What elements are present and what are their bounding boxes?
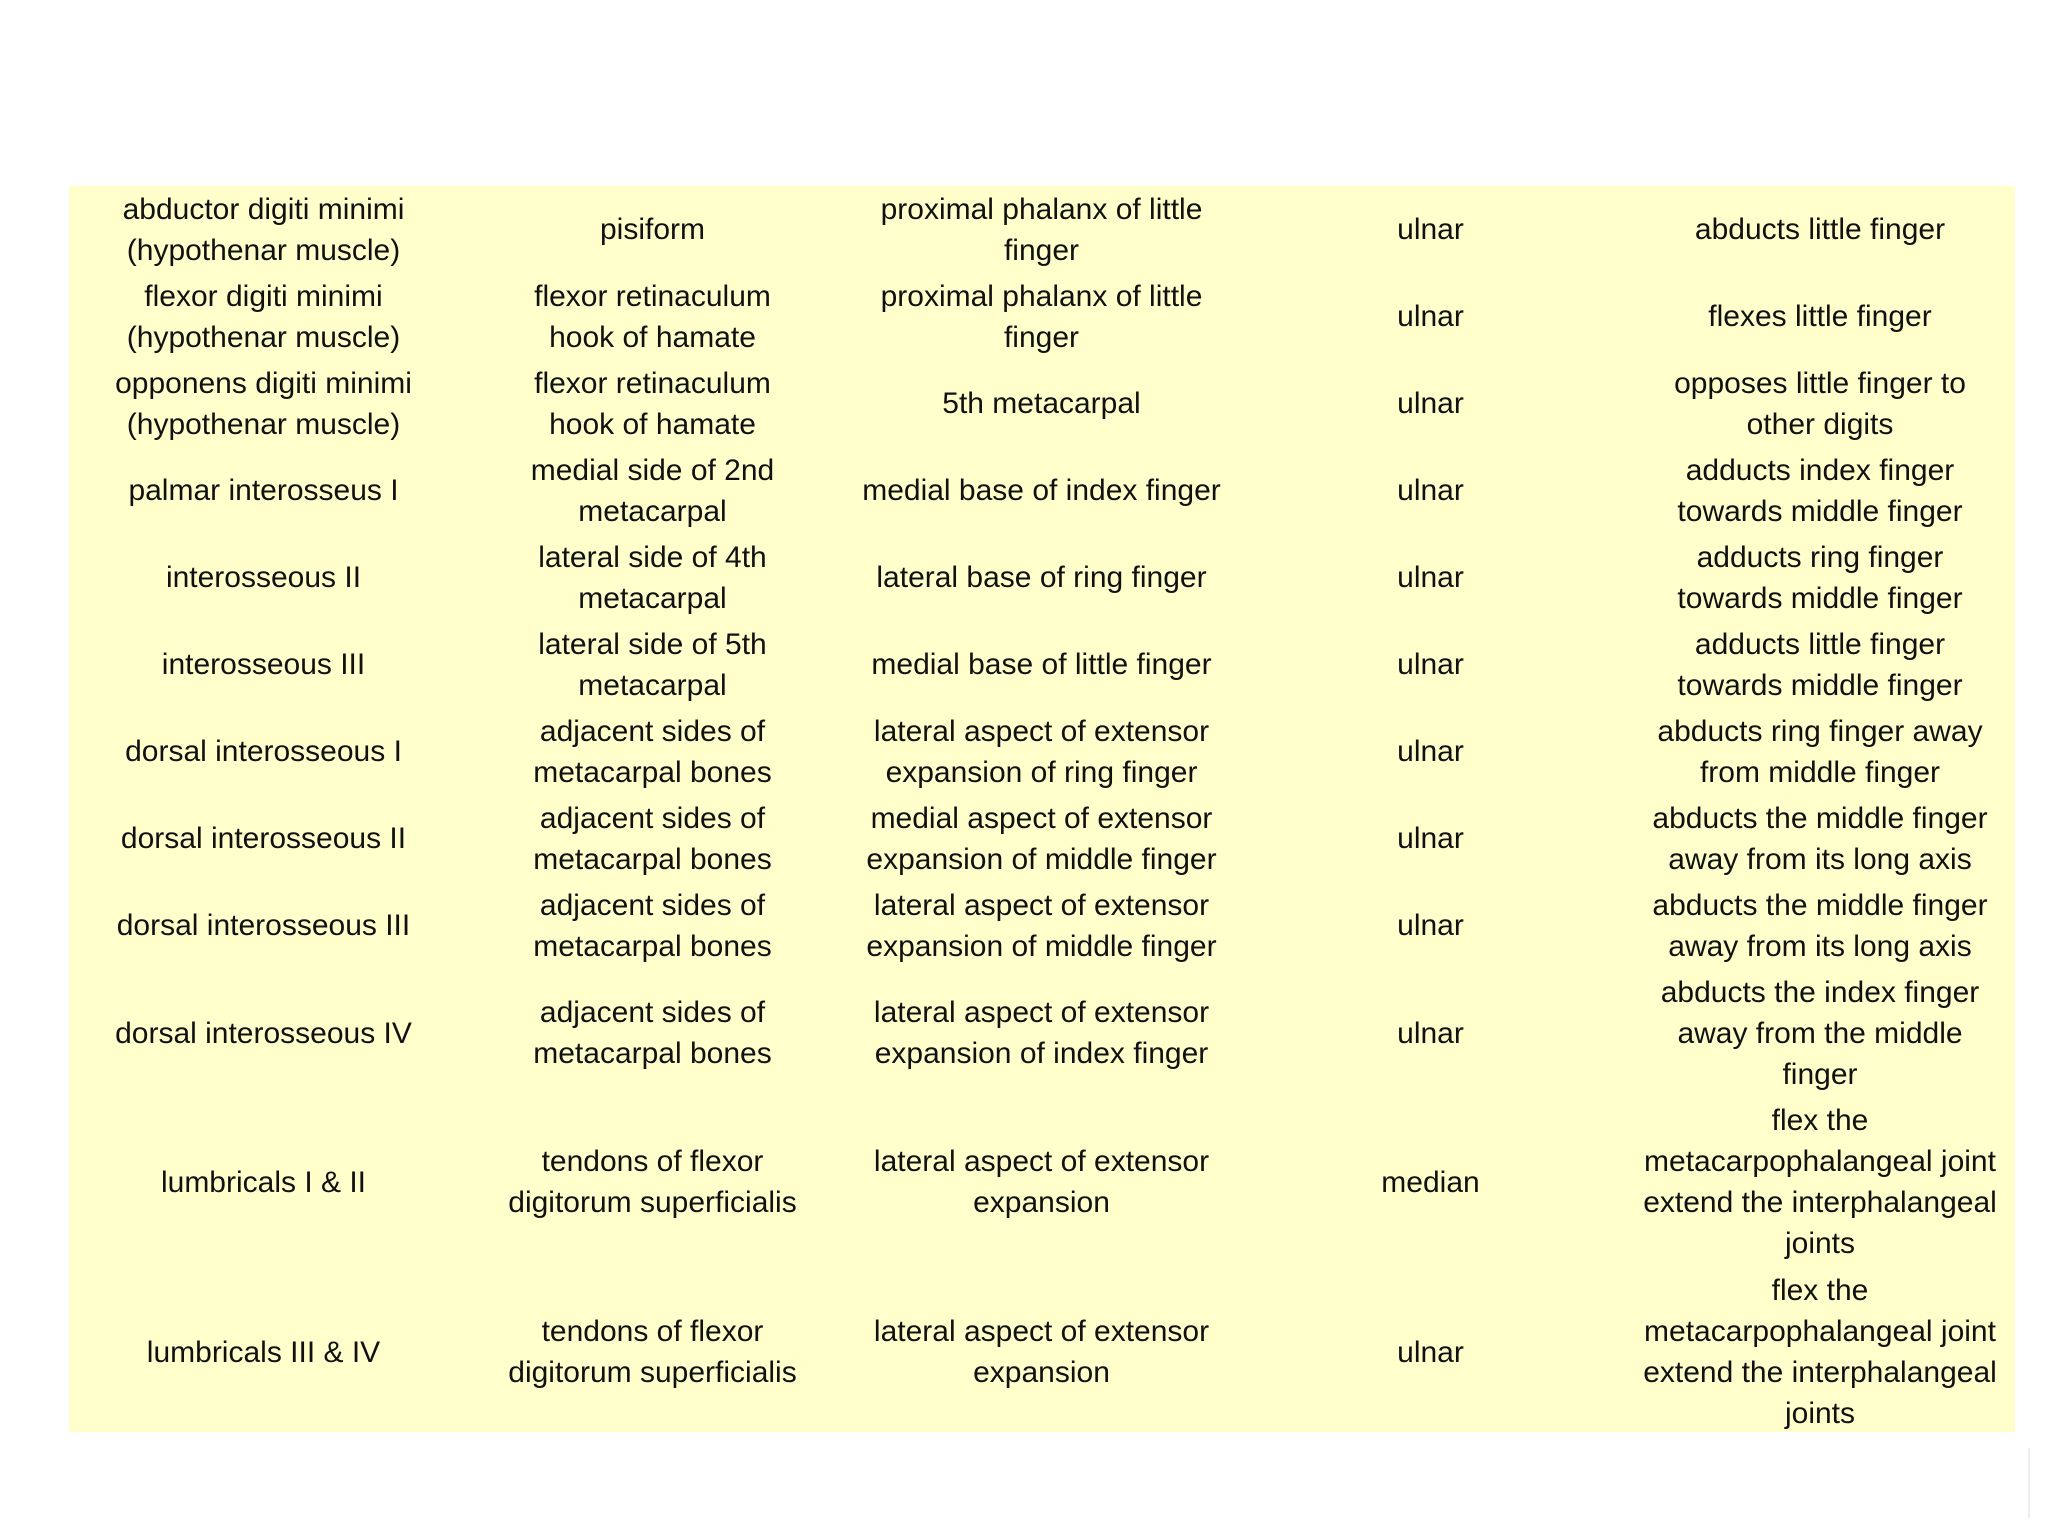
cell-nerve: ulnar <box>1397 822 1464 855</box>
cell-action: flex the metacarpophalangeal joint extend the interphalangeal joints <box>1643 1104 1997 1260</box>
cell-nerve: median <box>1381 1165 1480 1199</box>
cell-insertion: lateral base of ring finger <box>876 561 1207 594</box>
cell-muscle: palmar interosseus I <box>128 474 399 507</box>
slide-edge-mark <box>2014 1448 2030 1518</box>
cell-origin: lateral side of 4th metacarpal <box>538 540 767 615</box>
cell-muscle: interosseous II <box>165 561 362 594</box>
cell-muscle: flexor digiti minimi (hypothenar muscle) <box>126 279 401 354</box>
cell-action: adducts little finger towards middle finger <box>1677 627 1963 702</box>
cell-muscle: dorsal interosseous IV <box>115 1016 412 1050</box>
table-row <box>69 708 2015 795</box>
cell-nerve: ulnar <box>1397 387 1464 420</box>
cell-nerve: ulnar <box>1397 1016 1464 1050</box>
cell-action: abducts the middle finger away from its long axis <box>1652 888 1988 963</box>
cell-nerve: ulnar <box>1397 300 1464 333</box>
cell-action: flexes little finger <box>1708 300 1932 333</box>
cell-insertion: 5th metacarpal <box>942 387 1141 420</box>
cell-insertion: lateral aspect of extensor expansion of middle finger <box>866 888 1217 963</box>
cell-nerve: ulnar <box>1397 474 1464 507</box>
table-row <box>69 795 2015 882</box>
cell-nerve: ulnar <box>1397 213 1464 246</box>
table-row <box>69 969 2015 1097</box>
cell-insertion: medial base of index finger <box>862 474 1221 507</box>
cell-muscle: dorsal interosseous II <box>120 822 407 855</box>
cell-nerve: ulnar <box>1397 561 1464 594</box>
cell-nerve: ulnar <box>1397 909 1464 942</box>
cell-origin: tendons of flexor digitorum superficialis <box>508 1315 797 1389</box>
cell-nerve: ulnar <box>1397 648 1464 681</box>
table-body <box>69 186 2015 1437</box>
cell-action: opposes little finger to other digits <box>1674 366 1966 441</box>
cell-origin: adjacent sides of metacarpal bones <box>533 996 772 1070</box>
cell-origin: tendons of flexor digitorum superficialis <box>508 1145 797 1219</box>
cell-action: abducts the middle finger away from its long axis <box>1652 801 1988 876</box>
cell-muscle: lumbricals III & IV <box>146 1335 381 1369</box>
cell-origin: adjacent sides of metacarpal bones <box>533 888 772 963</box>
cell-insertion: lateral aspect of extensor expansion <box>873 1315 1210 1389</box>
cell-insertion: lateral aspect of extensor expansion <box>873 1145 1210 1219</box>
cell-origin: medial side of 2nd metacarpal <box>530 453 775 528</box>
cell-insertion: lateral aspect of extensor expansion of index finger <box>873 996 1210 1070</box>
hand-muscles-table <box>69 186 2015 1437</box>
cell-action: abducts the index finger away from the middle finger <box>1660 975 1980 1091</box>
cell-action: abducts little finger <box>1694 213 1946 246</box>
cell-muscle: lumbricals I & II <box>160 1165 367 1199</box>
cell-action: abducts ring finger away from middle finger <box>1657 714 1983 789</box>
cell-action: flex the metacarpophalangeal joint extend the interphalangeal joints <box>1643 1274 1997 1430</box>
cell-insertion: proximal phalanx of little finger <box>880 192 1203 267</box>
cell-nerve: ulnar <box>1397 1335 1464 1369</box>
cell-origin: adjacent sides of metacarpal bones <box>533 801 772 876</box>
cell-action: adducts index finger towards middle finger <box>1677 453 1963 528</box>
table-row <box>69 1267 2015 1437</box>
table-row <box>69 447 2015 534</box>
cell-muscle: interosseous III <box>161 648 366 681</box>
cell-origin: flexor retinaculum hook of hamate <box>534 279 771 354</box>
cell-muscle: dorsal interosseous III <box>116 909 411 942</box>
cell-insertion: medial base of little finger <box>871 648 1212 681</box>
cell-muscle: dorsal interosseous I <box>125 735 402 768</box>
table-row <box>69 534 2015 621</box>
table-row <box>69 273 2015 360</box>
table-row <box>69 621 2015 708</box>
table-row <box>69 882 2015 969</box>
table-row <box>69 186 2015 273</box>
table-row <box>69 1097 2015 1267</box>
cell-muscle: abductor digiti minimi (hypothenar muscle) <box>122 192 405 267</box>
cell-action: adducts ring finger towards middle finger <box>1677 540 1963 615</box>
cell-nerve: ulnar <box>1397 735 1464 768</box>
cell-origin: lateral side of 5th metacarpal <box>538 627 767 702</box>
cell-origin: pisiform <box>599 213 705 246</box>
cell-origin: adjacent sides of metacarpal bones <box>533 714 772 789</box>
muscle-table-container <box>69 186 2015 1432</box>
cell-origin: flexor retinaculum hook of hamate <box>534 366 771 441</box>
cell-insertion: lateral aspect of extensor expansion of ring finger <box>873 714 1210 789</box>
cell-insertion: proximal phalanx of little finger <box>880 279 1203 354</box>
cell-insertion: medial aspect of extensor expansion of middle finger <box>866 801 1217 876</box>
table-row <box>69 360 2015 447</box>
cell-muscle: opponens digiti minimi (hypothenar muscle) <box>115 366 412 441</box>
